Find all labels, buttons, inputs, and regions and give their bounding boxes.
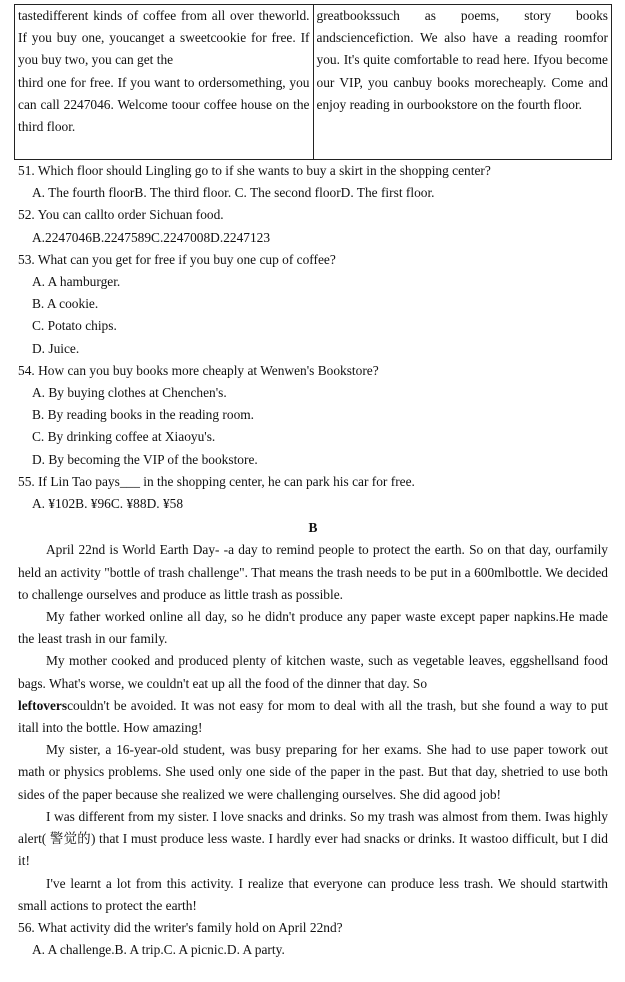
question-54: 54. How can you buy books more cheaply at Wenwen's Bookstore? [18,362,379,378]
question-56: 56. What activity did the writer's family hold on April 22nd? [18,919,343,935]
question-55: 55. If Lin Tao pays___ in the shopping center, he can park his car for free. [18,473,415,489]
ad-right-text: greatbookssuch as poems, story books andsciencefiction. We also have a reading roomfor you. It's quite comfortable to read here. Ifyou become our VIP, you canbuy books morecheaply. Come and enjoy reading in ourbookstore on the fourth floor. [316,8,608,112]
ad-left-part2: third one for free. If you want to ordersomething, you can call 2247046. Welcome toour coffee house on the third floor. [18,74,310,135]
question-54-option-a: A. By buying clothes at Chenchen's. [32,385,227,401]
question-54-option-d: D. By becoming the VIP of the bookstore. [32,451,258,467]
question-53-option-b: B. A cookie. [32,296,99,312]
bookstore-ad [314,5,612,159]
question-55-options: A. ¥102B. ¥96C. ¥88D. ¥58 [32,496,184,512]
question-53-option-c: C. Potato chips. [32,318,117,334]
questions-area [18,160,608,961]
question-51-options: A. The fourth floorB. The third floor. C. The second floorD. The first floor. [32,185,435,201]
passage-paragraph-2: My father worked online all day, so he didn't produce any paper waste except paper napkins.He made the least trash in our family. [18,609,608,647]
passage-paragraph-4: My sister, a 16-year-old student, was busy preparing for her exams. She had to use paper towork out math or physics problems. She used only one side of the paper in the past. But that day, shetried to use both sides of the paper because she realized we were challenging ourselves. She did agood job! [18,742,608,802]
question-53-option-d: D. Juice. [32,340,80,356]
question-54-option-b: B. By reading books in the reading room. [32,407,255,423]
section-b-heading: B [308,520,318,536]
passage-paragraph-6: I've learnt a lot from this activity. I realize that everyone can produce less trash. We should startwith small actions to protect the earth! [18,875,608,913]
passage-paragraph-3-rest: couldn't be avoided. It was not easy for mom to deal with all the trash, but she found a way to put itall into the bottle. How amazing! [18,697,608,736]
passage-paragraph-3: My mother cooked and produced plenty of kitchen waste, such as vegetable leaves, eggshellsand food bags. What's worse, we couldn't eat up all the food of the dinner that day. So [18,653,608,691]
passage-paragraph-3-continued [18,695,608,739]
passage-paragraph-1: April 22nd is World Earth Day- -a day to remind people to protect the earth. So on that day, ourfamily held an activity "bottle of trash challenge". That means the trash needs to be put in a 600mlbottle. We decided to challenge ourselves and produce as little trash as possible. [18,542,608,602]
question-53: 53. What can you get for free if you buy one cup of coffee? [18,251,336,267]
advertisement-table [14,4,612,160]
question-53-option-a: A. A hamburger. [32,274,121,290]
passage-paragraph-5: I was different from my sister. I love snacks and drinks. So my trash was almost from them. Iwas highly alert( 警觉的) that I must produce less waste. I hardly ever had snacks or drinks. It wastoo difficult, but I did it! [18,808,608,869]
ad-left-part1: tastedifferent kinds of coffee from all over theworld. If you buy one, youcanget a sweetcookie for free. If you buy two, you can get the [18,8,310,68]
question-51: 51. Which floor should Lingling go to if she wants to buy a skirt in the shopping center? [18,163,491,178]
question-54-option-c: C. By drinking coffee at Xiaoyu's. [32,429,216,445]
question-56-options: A. A challenge.B. A trip.C. A picnic.D. A party. [32,942,285,958]
question-52: 52. You can callto order Sichuan food. [18,207,224,223]
question-52-options: A.2247046B.2247589C.2247008D.2247123 [32,229,271,245]
coffee-house-ad [15,5,314,159]
bold-word-leftovers: leftovers [18,697,68,713]
